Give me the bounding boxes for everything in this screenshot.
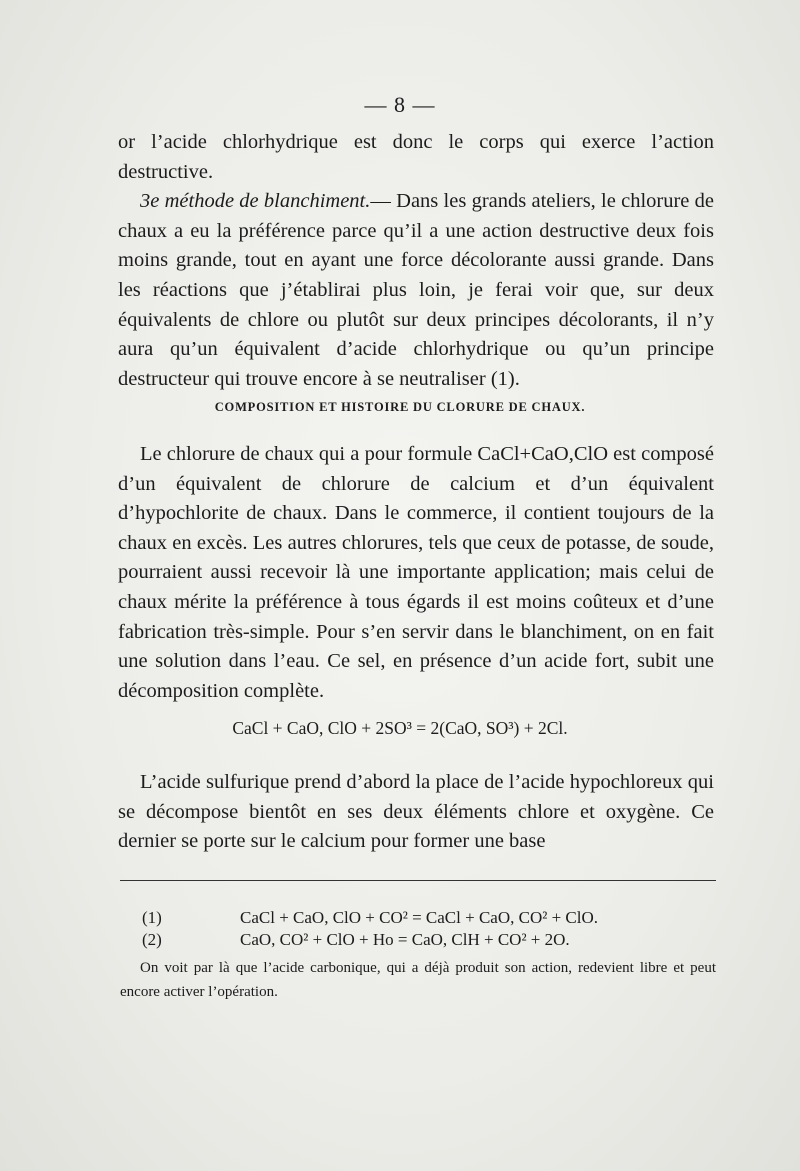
text-block-bottom (118, 768, 714, 857)
footnote-divider (120, 880, 716, 881)
text-block-top (118, 128, 714, 394)
paragraph-2 (118, 187, 714, 394)
footnote-1-formula: CaCl + CaO, ClO + CO² = CaCl + CaO, CO² + ClO. (240, 908, 599, 927)
footnote-2-formula: CaO, CO² + ClO + Ho = CaO, ClH + CO² + 2O. (240, 930, 570, 949)
paragraph-3: Le chlorure de chaux qui a pour formule CaCl+CaO,ClO est composé d’un équivalent de chlorure de calcium et d’un équivalent d’hypochlorite de chaux. Dans le commerce, il contient toujours de la chaux en excès. Les autres chlorures, tels que ceux de potasse, de soude, pourraient aussi recevoir là une importante application; mais celui de chaux mérite la préférence à tous égards il est moins coûteux et d’une fabrication très-simple. Pour s’en servir dans le blanchiment, on en fait une solution dans l’eau. Ce sel, en présence d’un acide fort, subit une décomposition complète. (118, 443, 714, 702)
method-heading: 3e méthode de blanchiment. (140, 190, 371, 213)
footnote-note: On voit par là que l’acide carbonique, qui a déjà produit son action, redevient libre et peut encore activer l’opération. (120, 960, 716, 1000)
paragraph-1: or l’acide chlorhydrique est donc le corps qui exerce l’action destructive. (118, 131, 714, 183)
section-title: COMPOSITION ET HISTOIRE DU CLORURE DE CHAUX. (214, 400, 586, 414)
text-block-middle (118, 440, 714, 706)
footnote-1-number: (1) (142, 908, 162, 927)
page-number: — 8 — (364, 92, 436, 117)
footnote-2-number: (2) (142, 930, 162, 949)
paragraph-4: L’acide sulfurique prend d’abord la place de l’acide hypochloreux qui se décompose bientôt en ses deux éléments chlore et oxygène. Ce dernier se porte sur le calcium pour former une base (118, 771, 714, 853)
paragraph-2-text: — Dans les grands ateliers, le chlorure de chaux a eu la préférence parce qu’il a une action destructive deux fois moins grande, tout en ayant une force décolorante aussi grande. Dans les réactions que j’établirai plus loin, je ferai voir que, sur deux équivalents de chlore ou plutôt sur deux principes décolorants, il n’y aura qu’un équivalent d’acide chlorhydrique ou qu’un principe destructeur qui trouve encore à se neutraliser (1). (118, 190, 715, 390)
chemical-equation: CaCl + CaO, ClO + 2SO³ = 2(CaO, SO³) + 2Cl. (232, 718, 568, 738)
